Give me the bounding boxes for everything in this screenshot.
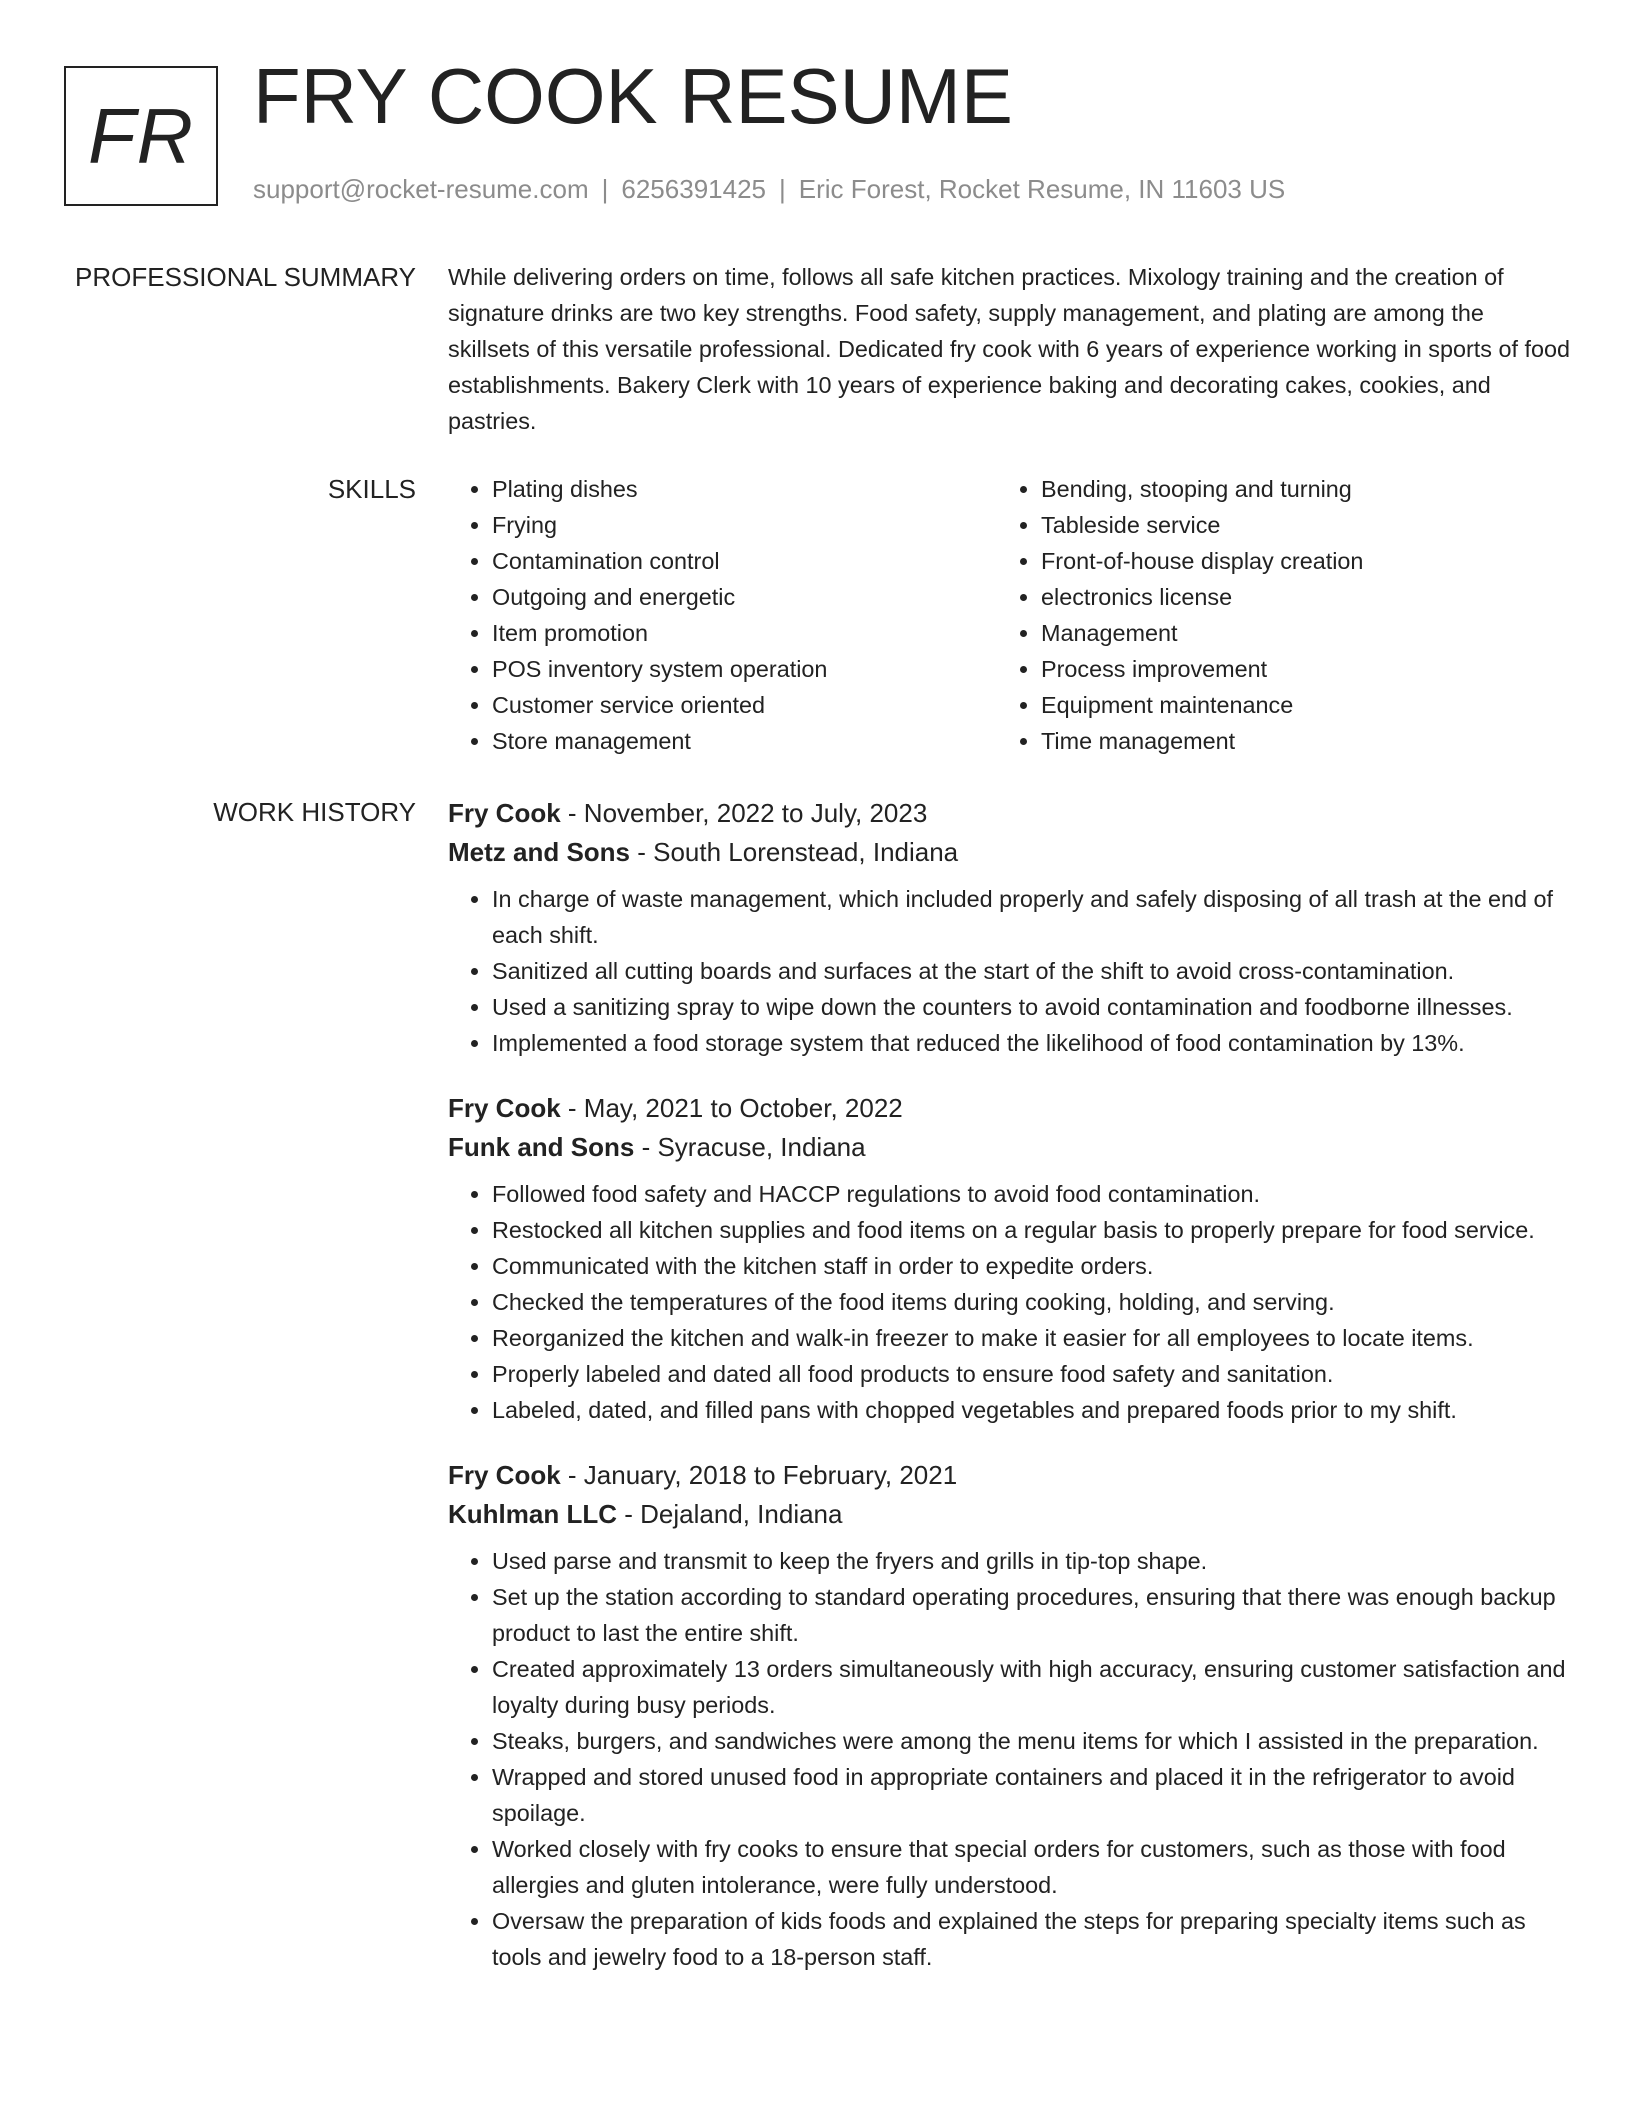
job-bullets xyxy=(448,881,1570,1061)
skills-columns xyxy=(448,471,1570,759)
job-title-line xyxy=(448,1089,1570,1128)
job-company: Kuhlman LLC xyxy=(448,1498,617,1529)
summary-heading: PROFESSIONAL SUMMARY xyxy=(75,262,416,292)
job-company-line xyxy=(448,1128,1570,1167)
skill-item: • electronics license xyxy=(1041,579,1546,615)
job-title-line xyxy=(448,794,1570,833)
job-bullet: • Oversaw the preparation of kids foods and explained the steps for preparing specialty items such as tools and jewelry food to a 18-person staff. xyxy=(492,1903,1570,1975)
skills-list-left xyxy=(448,471,997,759)
job-bullet: • Properly labeled and dated all food products to ensure food safety and sanitation. xyxy=(492,1356,1570,1392)
contact-email: support@rocket-resume.com xyxy=(253,174,589,204)
job-bullet: • Restocked all kitchen supplies and food items on a regular basis to properly prepare for food service. xyxy=(492,1212,1570,1248)
job-dates: - November, 2022 to July, 2023 xyxy=(560,798,928,828)
job-company-line xyxy=(448,833,1570,872)
job-entry xyxy=(448,1456,1570,1975)
job-bullet: • Sanitized all cutting boards and surfaces at the start of the shift to avoid cross-contamination. xyxy=(492,953,1570,989)
job-bullet: • In charge of waste management, which included properly and safely disposing of all trash at the end of each shift. xyxy=(492,881,1570,953)
contact-phone: 6256391425 xyxy=(621,174,766,204)
job-bullet: • Communicated with the kitchen staff in order to expedite orders. xyxy=(492,1248,1570,1284)
job-title: Fry Cook xyxy=(448,1460,561,1490)
work-history-heading: WORK HISTORY xyxy=(213,797,416,827)
job-entry xyxy=(448,794,1570,1061)
job-company: Funk and Sons xyxy=(448,1131,635,1162)
skill-item: • Management xyxy=(1041,615,1546,651)
job-bullet: • Steaks, burgers, and sandwiches were among the menu items for which I assisted in the preparation. xyxy=(492,1723,1570,1759)
job-title: Fry Cook xyxy=(448,1093,561,1123)
job-dates: - January, 2018 to February, 2021 xyxy=(560,1460,958,1490)
jobs-list xyxy=(448,794,1570,2003)
job-company-line xyxy=(448,1495,1570,1534)
skill-item: • Customer service oriented xyxy=(492,687,997,723)
job-title: Fry Cook xyxy=(448,798,561,828)
job-bullet: • Followed food safety and HACCP regulations to avoid food contamination. xyxy=(492,1176,1570,1212)
job-bullet: • Used a sanitizing spray to wipe down the counters to avoid contamination and foodborne illnesses. xyxy=(492,989,1570,1025)
job-location: - Dejaland, Indiana xyxy=(617,1498,843,1529)
job-bullet: • Wrapped and stored unused food in appropriate containers and placed it in the refrigerator to avoid spoilage. xyxy=(492,1759,1570,1831)
job-location: - South Lorenstead, Indiana xyxy=(630,836,959,867)
contact-separator: | xyxy=(779,174,786,204)
page-title: FRY COOK RESUME xyxy=(253,52,1013,140)
summary-text: While delivering orders on time, follows all safe kitchen practices. Mixology training and the creation of signature drinks are two key strengths. Food safety, supply management, and plating are among the skillsets of this versatile professional. Dedicated fry cook with 6 years of experience working in sports of food establishments. Bakery Clerk with 10 years of experience baking and decorating cakes, cookies, and pastries. xyxy=(448,264,1570,434)
contact-address: Eric Forest, Rocket Resume, IN 11603 US xyxy=(798,174,1286,204)
skill-item: • Store management xyxy=(492,723,997,759)
monogram-box: FR xyxy=(64,66,218,206)
skill-item: • Plating dishes xyxy=(492,471,997,507)
skill-item: • Contamination control xyxy=(492,543,997,579)
skill-item: • Equipment maintenance xyxy=(1041,687,1546,723)
job-bullet: • Implemented a food storage system that reduced the likelihood of food contamination by 13%. xyxy=(492,1025,1570,1061)
job-dates: - May, 2021 to October, 2022 xyxy=(560,1093,903,1123)
job-bullet: • Set up the station according to standard operating procedures, ensuring that there was enough backup product to last the entire shift. xyxy=(492,1579,1570,1651)
skill-item: • Process improvement xyxy=(1041,651,1546,687)
job-bullets xyxy=(448,1543,1570,1975)
skill-item: • POS inventory system operation xyxy=(492,651,997,687)
contact-line xyxy=(253,174,1285,205)
job-entry xyxy=(448,1089,1570,1428)
job-company: Metz and Sons xyxy=(448,836,631,867)
job-bullet: • Used parse and transmit to keep the fryers and grills in tip-top shape. xyxy=(492,1543,1570,1579)
job-bullets xyxy=(448,1176,1570,1428)
skill-item: • Outgoing and energetic xyxy=(492,579,997,615)
skill-item: • Front-of-house display creation xyxy=(1041,543,1546,579)
skill-item: • Time management xyxy=(1041,723,1546,759)
skills-heading: SKILLS xyxy=(327,474,416,504)
contact-separator: | xyxy=(601,174,609,204)
skill-item: • Frying xyxy=(492,507,997,543)
job-bullet: • Checked the temperatures of the food items during cooking, holding, and serving. xyxy=(492,1284,1570,1320)
job-bullet: • Labeled, dated, and filled pans with chopped vegetables and prepared foods prior to my shift. xyxy=(492,1392,1570,1428)
job-bullet: • Reorganized the kitchen and walk-in freezer to make it easier for all employees to locate items. xyxy=(492,1320,1570,1356)
job-title-line xyxy=(448,1456,1570,1495)
skills-list-right xyxy=(997,471,1546,759)
skill-item: • Bending, stooping and turning xyxy=(1041,471,1546,507)
job-location: - Syracuse, Indiana xyxy=(634,1131,866,1162)
job-bullet: • Worked closely with fry cooks to ensure that special orders for customers, such as those with food allergies and gluten intolerance, were fully understood. xyxy=(492,1831,1570,1903)
skill-item: • Item promotion xyxy=(492,615,997,651)
job-bullet: • Created approximately 13 orders simultaneously with high accuracy, ensuring customer satisfaction and loyalty during busy periods. xyxy=(492,1651,1570,1723)
skill-item: • Tableside service xyxy=(1041,507,1546,543)
